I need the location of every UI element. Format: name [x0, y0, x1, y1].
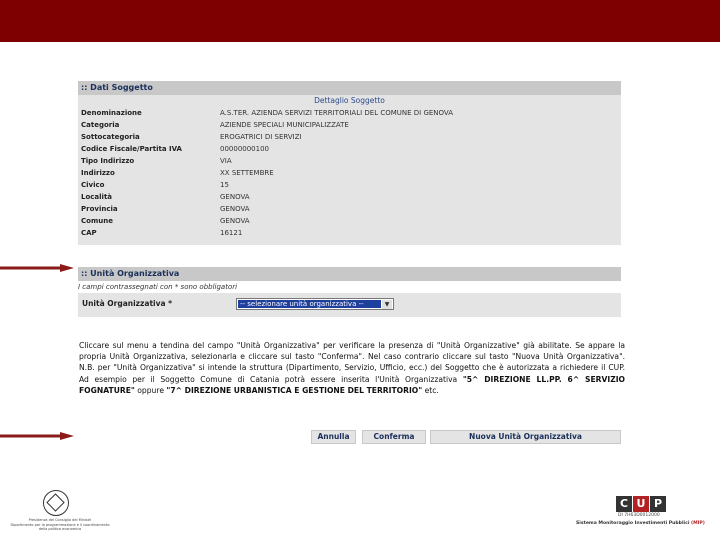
cup-logo [616, 496, 668, 512]
unita-organizzativa-panel [78, 293, 621, 317]
pointer-arrow-icon [0, 264, 74, 272]
detail-label: Sottocategoria [81, 133, 140, 141]
detail-label: Località [81, 193, 113, 201]
detail-label: CAP [81, 229, 97, 237]
instructions-example1: "5^ DIREZIONE LL.PP. 6^ SERVIZIO FOGNATURE" [79, 374, 626, 395]
chevron-down-icon[interactable]: ▼ [382, 300, 392, 309]
detail-label: Categoria [81, 121, 120, 129]
presidenza-logo [10, 490, 110, 531]
pointer-arrow-icon [0, 432, 74, 440]
presidenza-text-line2: Dipartimento per la programmazione e il coordinamento della politica economica [10, 522, 110, 531]
detail-value: GENOVA [220, 193, 250, 201]
instructions-text [79, 340, 625, 396]
detail-row [78, 191, 621, 203]
detail-row [78, 167, 621, 179]
presidenza-text [10, 518, 110, 532]
detail-label: Tipo Indirizzo [81, 157, 135, 165]
detail-row [78, 119, 621, 131]
top-banner [0, 0, 720, 42]
detail-label: Denominazione [81, 109, 142, 117]
arrow-head [60, 432, 74, 440]
instructions-part1: Cliccare sul menu a tendina del campo "Unità Organizzativa" per verificare la presenza di "Unità Organizzative" già abilitate. Se appare la propria Unità Organizzativa, selezionarla e cliccare sul tasto "Conferma". Nel caso contrario cliccare sul tasto "Nuova Unità Organizzativa". N.B. per "Unità Organizzativa" si intende la struttura (Dipartimento, Servizio, Ufficio, ecc.) del Soggetto che è autorizzata a richiedere il CUP. Ad esempio per il Soggetto Comune di Catania potrà essere inserita l'Unità Organizzativa [79, 341, 625, 384]
cup-code: DI 7H63D0012000 [618, 513, 660, 518]
sistema-text: Sistema Monitoraggio Investimenti Pubblici [576, 521, 692, 526]
detail-row [78, 203, 621, 215]
detail-label: Provincia [81, 205, 118, 213]
detail-row [78, 107, 621, 119]
detail-row [78, 155, 621, 167]
detail-value: A.S.TER. AZIENDA SERVIZI TERRITORIALI DEL COMUNE DI GENOVA [220, 109, 454, 117]
cup-letter-p: P [650, 496, 666, 512]
dati-soggetto-header [78, 81, 621, 95]
nuova-unita-organizzativa-button[interactable]: Nuova Unità Organizzativa [430, 430, 621, 444]
emblem-icon [43, 490, 69, 516]
unita-organizzativa-select[interactable] [236, 298, 394, 310]
detail-value: GENOVA [220, 205, 250, 213]
instructions-part3: etc. [422, 385, 439, 395]
dati-soggetto-header-label: :: Dati Soggetto [81, 83, 153, 92]
conferma-button[interactable]: Conferma [362, 430, 426, 444]
detail-rows [78, 107, 621, 239]
detail-value: 00000000100 [220, 145, 269, 153]
dettaglio-soggetto-caption: Dettaglio Soggetto [314, 96, 385, 105]
emblem-star [46, 493, 64, 511]
detail-row [78, 179, 621, 191]
detail-value: 15 [220, 181, 229, 189]
sistema-caption [576, 521, 705, 526]
presidenza-text-line1: Presidenza del Consiglio dei Ministri [28, 518, 92, 522]
detail-label: Comune [81, 217, 113, 225]
dettaglio-soggetto-panel [78, 95, 621, 245]
unita-organizzativa-header-label: :: Unità Organizzativa [81, 269, 180, 278]
detail-value: 16121 [220, 229, 243, 237]
detail-value: AZIENDE SPECIALI MUNICIPALIZZATE [220, 121, 349, 129]
arrow-shaft [0, 435, 62, 438]
detail-value: GENOVA [220, 217, 250, 225]
arrow-head [60, 264, 74, 272]
instructions-example2: "7^ DIREZIONE URBANISTICA E GESTIONE DEL TERRITORIO" [166, 385, 423, 395]
sistema-acronym: (MIP) [691, 521, 705, 526]
detail-row [78, 215, 621, 227]
detail-label: Indirizzo [81, 169, 115, 177]
detail-row [78, 131, 621, 143]
detail-row [78, 227, 621, 239]
annulla-button[interactable]: Annulla [311, 430, 356, 444]
cup-letter-c: C [616, 496, 632, 512]
unita-organizzativa-select-value: -- selezionare unità organizzativa -- [238, 300, 381, 308]
detail-value: EROGATRICI DI SERVIZI [220, 133, 302, 141]
detail-value: XX SETTEMBRE [220, 169, 274, 177]
required-fields-note: I campi contrassegnati con * sono obbligatori [78, 283, 238, 291]
arrow-shaft [0, 267, 62, 270]
unita-organizzativa-header [78, 267, 621, 281]
detail-row [78, 143, 621, 155]
detail-value: VIA [220, 157, 232, 165]
instructions-part2: oppure [134, 385, 167, 395]
cup-letter-u: U [633, 496, 649, 512]
detail-label: Civico [81, 181, 105, 189]
detail-label: Codice Fiscale/Partita IVA [81, 145, 182, 153]
unita-organizzativa-label: Unità Organizzativa * [82, 299, 173, 308]
